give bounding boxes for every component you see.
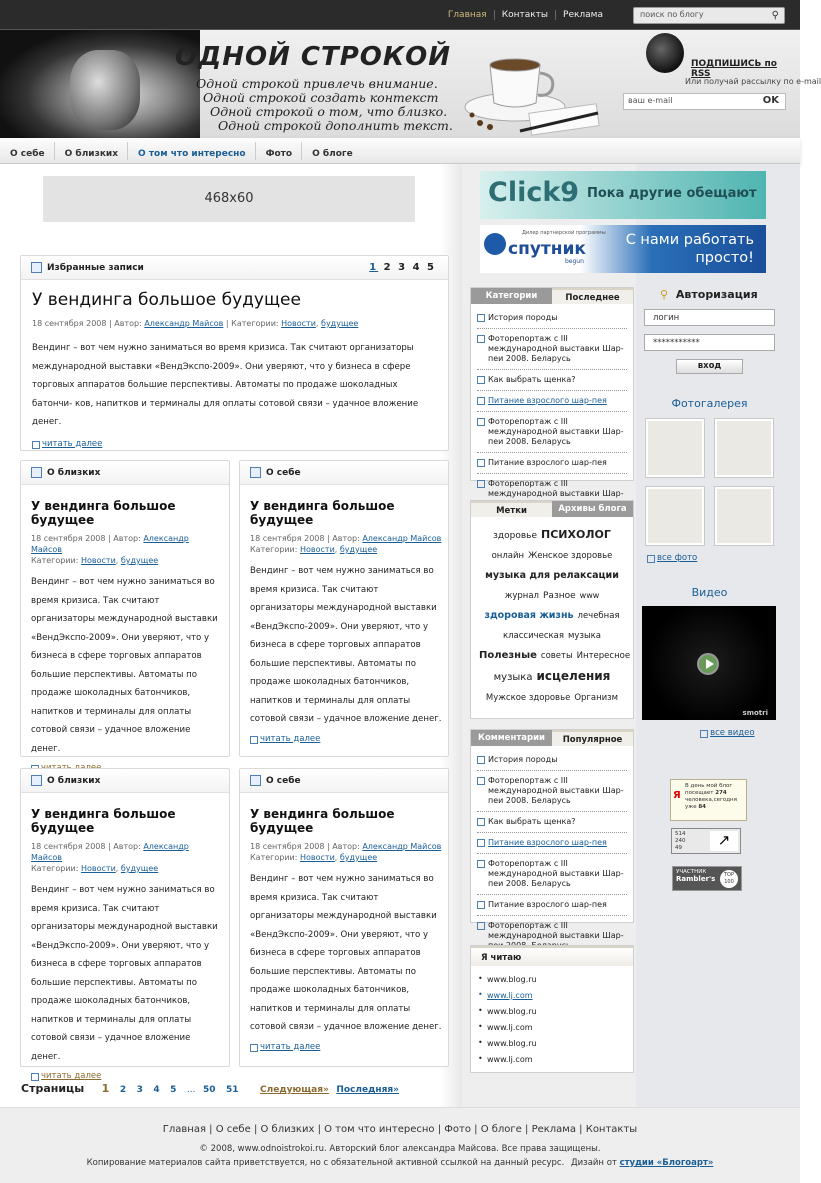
post-meta: 18 сентября 2008 | Автор: Александр Майсов Категории: Новости, будущее	[31, 534, 189, 565]
list-item[interactable]: • www.blog.ru	[477, 1004, 627, 1020]
card-head: О себе	[266, 468, 301, 478]
page-current: 1	[101, 1082, 110, 1095]
slogan-line: Одной строкой привлечь внимание.	[196, 76, 438, 91]
author-link[interactable]: Александр Майсов	[362, 842, 442, 851]
category-link[interactable]: будущее	[120, 864, 159, 873]
last-page-link[interactable]: Последняя»	[336, 1085, 399, 1095]
list-item[interactable]: • www.blog.ru	[477, 972, 627, 988]
post-card	[20, 460, 230, 757]
ad-sputnik-slogan: С нами работать просто!	[625, 232, 754, 266]
reading-widget	[470, 945, 634, 1073]
list-item[interactable]: Фоторепортаж с III международной выставки Шар-пеи 2008. Беларусь	[477, 854, 627, 895]
gallery-thumb[interactable]	[714, 418, 774, 478]
popular-widget	[470, 729, 634, 940]
featured-head	[21, 256, 448, 280]
rss-mascot-icon	[646, 33, 684, 73]
tag-link[interactable]: Мужское здоровье	[485, 693, 571, 703]
category-link[interactable]: будущее	[321, 319, 359, 328]
tag-link[interactable]: Организм	[574, 693, 619, 703]
ad-sputnik[interactable]: Дилер партнерской программы спутник begun С нами работать просто!	[480, 225, 766, 273]
list-item[interactable]: Фоторепортаж с III международной выставки Шар-	[477, 474, 627, 514]
gallery-thumb[interactable]	[714, 486, 774, 546]
nav-about-blog[interactable]: О блоге	[312, 149, 353, 159]
top-nav	[441, 10, 610, 20]
post-title[interactable]: У вендинга большое будущее	[32, 290, 301, 310]
tag-link[interactable]: музыка для релаксации	[485, 570, 619, 581]
top-nav-ads[interactable]: Реклама	[555, 10, 610, 20]
tag-link[interactable]: www	[579, 591, 600, 600]
site-logo[interactable]: ОДНОЙ СТРОКОЙ	[175, 42, 452, 72]
page-link[interactable]: 2	[119, 1085, 127, 1095]
design-studio-link[interactable]: студии «Блогоарт»	[619, 1158, 714, 1168]
slogan-line: Одной строкой создать контекст	[203, 90, 439, 105]
banner-468x60[interactable]: 468x60	[43, 176, 415, 222]
tag-link[interactable]: здоровая жизнь	[484, 610, 574, 621]
gallery-thumb[interactable]	[645, 418, 705, 478]
footer-link[interactable]: Реклама	[531, 1124, 576, 1135]
featured-head-label: Избранные записи	[47, 263, 144, 273]
email-ok-button[interactable]: OK	[762, 95, 779, 106]
tag-link[interactable]: журнал	[504, 591, 539, 601]
read-more-link[interactable]: читать далее	[32, 439, 102, 449]
list-item[interactable]: • www.lj.com	[477, 988, 627, 1004]
footer-copyright: © 2008, www.odnoistrokoi.ru. Авторский блог александра Майсова. Все права защищены.	[199, 1144, 601, 1154]
post-card	[20, 768, 230, 1081]
list-item[interactable]: Питание взрослого шар-пея	[477, 833, 627, 854]
featured-posts	[20, 255, 449, 451]
author-link[interactable]: Александр Майсов	[362, 534, 442, 543]
tab-latest[interactable]: Последнее	[552, 288, 633, 304]
pager-item[interactable]: 4	[412, 262, 422, 273]
nav-interesting[interactable]: О том что интересно	[128, 142, 256, 160]
latest-list	[471, 304, 633, 514]
tab-categories[interactable]: Категории	[471, 288, 552, 304]
tag-link[interactable]: музыка	[568, 631, 602, 641]
tag-cloud	[471, 517, 633, 716]
video-brand: smotri	[742, 709, 768, 717]
card-head: О близких	[47, 776, 101, 786]
author-portrait	[0, 30, 200, 138]
category-link[interactable]: Новости	[281, 319, 316, 328]
post-meta: 18 сентября 2008 | Автор: Александр Майсов | Категории: Новости, будущее	[32, 319, 359, 328]
list-item[interactable]: История породы	[477, 750, 627, 771]
footer	[0, 1107, 800, 1183]
gallery-title: Фотогалерея	[671, 397, 748, 410]
coffee-cup-illustration	[460, 45, 600, 135]
footer-nav: Главная | О себе | О близких | О том что интересно | Фото | О блоге | Реклама | Контакты	[162, 1124, 638, 1135]
page-link[interactable]: 5	[170, 1085, 177, 1095]
category-link[interactable]: будущее	[339, 545, 378, 554]
posts-icon	[31, 467, 42, 478]
tag-link[interactable]: здоровье	[493, 531, 538, 541]
posts-icon	[250, 467, 261, 478]
post-excerpt: Вендинг – вот чем нужно заниматься во время кризиса. Так считают организаторы международной выставки «ВендЭкспо-2009». Они уверяют, что у бизнеса в сфере торговых аппаратов большие перспективы. Автоматы по продаже шоколадных батончиков, напитков и терминалы для оплаты сотовой связи – удачное вложение денег.	[250, 874, 442, 1032]
tag-link[interactable]: классическая	[502, 631, 564, 641]
all-photos-link[interactable]: все фото	[647, 553, 697, 563]
pager-item[interactable]: 1	[369, 262, 379, 273]
rambler-counter[interactable]: УЧАСТНИК Rambler's TOP 100	[672, 866, 742, 891]
page-link[interactable]: 50	[202, 1085, 216, 1095]
posts-icon	[31, 775, 42, 786]
tab-popular[interactable]: Популярное	[552, 730, 633, 746]
nav-about-me[interactable]: О себе	[0, 142, 55, 160]
list-item[interactable]: Питание взрослого шар-пея	[477, 895, 627, 916]
page-link[interactable]: 4	[153, 1085, 160, 1095]
list-item[interactable]: Питание взрослого шар-пея	[477, 391, 627, 412]
ad-click9-brand: Click9	[488, 177, 580, 208]
tag-link[interactable]: онлайн	[491, 551, 525, 561]
slogan-line: Одной строкой о том, что близко.	[210, 104, 448, 119]
category-link[interactable]: будущее	[339, 853, 378, 862]
search-input[interactable]	[633, 7, 785, 24]
list-item[interactable]: Питание взрослого шар-пея	[477, 453, 627, 474]
post-excerpt: Вендинг – вот чем нужно заниматься во время кризиса. Так считают организаторы международной выставки «ВендЭкспо-2009». Они уверяют, что у бизнеса в сфере торговых аппаратов большие перспективы. Автоматы по продаже шоколадных батончиков, напитков и терминалы для оплаты сотовой связи – удачное вложение денег.	[31, 885, 218, 1062]
post-card	[239, 768, 449, 1067]
footer-notice: Копирование материалов сайта приветствуется, но с обязательной активной ссылкой на данный ресурс. Дизайн от студии «Блогоарт»	[86, 1158, 714, 1168]
posts-icon	[250, 775, 261, 786]
author-link[interactable]: Александр Майсов	[31, 842, 189, 862]
login-button[interactable]: вход	[676, 359, 743, 374]
liveinternet-counter[interactable]: 514 240 49 ↗	[671, 828, 741, 854]
sputnik-logo-icon	[484, 233, 506, 255]
key-icon: ⚲	[660, 288, 669, 301]
post-meta: 18 сентября 2008 | Автор: Александр Майсов Категории: Новости, будущее	[31, 842, 189, 873]
list-item[interactable]: Фоторепортаж с III международной выставки Шар-пеи 2008. Беларусь	[477, 329, 627, 370]
list-item[interactable]: Фоторепортаж с III международной выставки Шар-	[477, 916, 627, 956]
reading-head: Я читаю	[471, 946, 633, 966]
list-item[interactable]: Как выбрать щенка?	[477, 812, 627, 833]
footer-link[interactable]: Фото	[444, 1124, 471, 1135]
list-item[interactable]: Фоторепортаж с III международной выставки Шар-пеи 2008. Беларусь	[477, 412, 627, 453]
popular-list	[471, 746, 633, 956]
read-more-link[interactable]: читать далее	[31, 1071, 101, 1081]
email-subscribe-input[interactable]	[623, 93, 786, 110]
yandex-counter[interactable]: Я В день мой блог посещает 274 человека,сегодня уже 84	[670, 779, 747, 821]
tag-link[interactable]: Полезные	[479, 650, 537, 661]
top-bar	[0, 0, 800, 30]
tag-link[interactable]: Женское здоровье	[528, 551, 613, 561]
rss-subscribe-link[interactable]: ПОДПИШИСЬ по RSS	[691, 59, 777, 79]
gallery-thumb[interactable]	[645, 486, 705, 546]
page-link[interactable]: 3	[136, 1085, 143, 1095]
search-icon[interactable]: ⚲	[771, 10, 779, 21]
footer-link[interactable]: Главная	[162, 1124, 206, 1135]
main-nav	[0, 138, 800, 164]
category-link[interactable]: Новости	[80, 864, 116, 873]
category-link[interactable]: Новости	[80, 556, 116, 565]
tab-tags[interactable]: Метки	[471, 501, 552, 517]
tab-archives[interactable]: Архивы блога	[552, 501, 633, 517]
slogan-line: Одной строкой дополнить текст.	[218, 118, 453, 133]
post-title[interactable]: У вендинга большое будущее	[31, 499, 176, 527]
play-icon[interactable]	[697, 653, 719, 675]
video-player[interactable]	[642, 606, 776, 720]
category-link[interactable]: Новости	[299, 545, 335, 554]
posts-icon	[31, 262, 42, 273]
tags-widget	[470, 500, 634, 719]
post-title[interactable]: У вендинга большое будущее	[31, 807, 176, 835]
top-nav-home[interactable]: Главная	[447, 10, 487, 20]
list-item[interactable]: • www.lj.com	[477, 1052, 627, 1068]
tag-link[interactable]: Интересное	[576, 651, 631, 661]
auth-title: ⚲ Авторизация	[660, 288, 758, 301]
card-head: О близких	[47, 468, 101, 478]
email-placeholder: ваш e-mail	[628, 96, 673, 105]
post-excerpt: Вендинг – вот чем нужно заниматься во время кризиса. Так считают организаторы международной выставки «ВендЭкспо-2009». Они уверяют, что у бизнеса в сфере торговых аппаратов большие перспективы. Автоматы по продаже шоколадных батончиков, напитков и терминалы для оплаты сотовой связи – удачное вложение денег.	[250, 566, 442, 724]
nav-photo[interactable]: Фото	[256, 142, 303, 160]
category-link[interactable]: Новости	[299, 853, 335, 862]
post-meta: 18 сентября 2008 | Автор: Александр Майсов Категории: Новости, будущее	[250, 842, 442, 862]
list-item[interactable]: • www.lj.com	[477, 1020, 627, 1036]
tab-comments[interactable]: Комментарии	[471, 730, 552, 746]
footer-link[interactable]: Контакты	[585, 1124, 638, 1135]
post-excerpt: Вендинг – вот чем нужно заниматься во время кризиса. Так считают организаторы международной выставки «ВендЭкспо-2009». Они уверяют, что у бизнеса в сфере торговых аппаратов большие перспективы. Автоматы по продаже шоколадных батончиков, напитков и терминалы для оплаты сотовой связи – удачное вложение денег.	[31, 577, 218, 754]
list-item[interactable]: История породы	[477, 308, 627, 329]
featured-pager	[369, 262, 436, 273]
pager-item[interactable]: 2	[383, 262, 393, 273]
author-link[interactable]: Александр Майсов	[31, 534, 189, 554]
footer-link[interactable]: О себе	[215, 1124, 251, 1135]
ad-sputnik-brand: спутник	[508, 239, 586, 259]
footer-link[interactable]: О том что интересно	[324, 1124, 435, 1135]
all-videos-link[interactable]: все видео	[700, 728, 754, 738]
card-head: О себе	[266, 776, 301, 786]
tag-link[interactable]: ПСИХОЛОГ	[541, 528, 611, 541]
search-placeholder: поиск по блогу	[640, 10, 704, 19]
post-excerpt: Вендинг – вот чем нужно заниматься во время кризиса. Так считают организаторы международной выставки «ВендЭкспо-2009». Они уверяют, что у бизнеса в сфере торговых аппаратов большие перспективы. Автоматы по продаже шоколадных батончи- ков, напитков и терминалы для оплаты сотовой связи – удачное вложение денег.	[32, 343, 419, 427]
tag-link[interactable]: исцеления	[536, 669, 611, 683]
post-title[interactable]: У вендинга большое будущее	[250, 807, 395, 835]
post-card	[239, 460, 449, 757]
password-input[interactable]: ***********	[644, 334, 775, 351]
yandex-icon: Я	[673, 790, 681, 801]
top-nav-contacts[interactable]: Контакты	[494, 10, 555, 20]
page-link[interactable]: 51	[226, 1085, 239, 1095]
read-more-link[interactable]: читать далее	[250, 1042, 320, 1052]
list-item[interactable]: • www.blog.ru	[477, 1036, 627, 1052]
nav-about-close[interactable]: О близких	[55, 142, 128, 160]
pagination-label: Страницы	[21, 1082, 85, 1095]
pagination: Страницы 1 2 3 4 5 ... 50 51 Следующая» Последняя»	[21, 1082, 399, 1095]
category-link[interactable]: будущее	[120, 556, 159, 565]
read-more-link[interactable]: читать далее	[250, 734, 320, 744]
tag-link[interactable]: лечебная	[577, 611, 620, 621]
tag-link[interactable]: советы	[540, 651, 573, 661]
login-input[interactable]: логин	[644, 309, 775, 326]
tag-link[interactable]: музыка	[493, 672, 533, 683]
reading-list	[471, 966, 633, 1068]
pager-item[interactable]: 3	[398, 262, 408, 273]
list-item[interactable]: Как выбрать щенка?	[477, 370, 627, 391]
post-meta: 18 сентября 2008 | Автор: Александр Майсов Категории: Новости, будущее	[250, 534, 442, 554]
post-title[interactable]: У вендинга большое будущее	[250, 499, 395, 527]
pager-item[interactable]: 5	[427, 262, 436, 273]
video-title: Видео	[691, 586, 728, 599]
list-item[interactable]: Фоторепортаж с III международной выставки Шар-пеи 2008. Беларусь	[477, 771, 627, 812]
author-link[interactable]: Александр Майсов	[144, 319, 224, 328]
header	[0, 30, 821, 138]
ad-click9[interactable]	[480, 171, 766, 219]
next-page-link[interactable]: Следующая»	[260, 1085, 329, 1095]
tag-link[interactable]: Разное	[543, 591, 576, 601]
footer-link[interactable]: О близких	[260, 1124, 315, 1135]
rss-subtitle: Или получай рассылку по e-mail	[685, 77, 821, 86]
arrow-icon: ↗	[710, 831, 738, 851]
footer-link[interactable]: О блоге	[480, 1124, 522, 1135]
ad-click9-slogan: Пока другие обещают	[587, 186, 757, 201]
latest-widget	[470, 287, 634, 498]
